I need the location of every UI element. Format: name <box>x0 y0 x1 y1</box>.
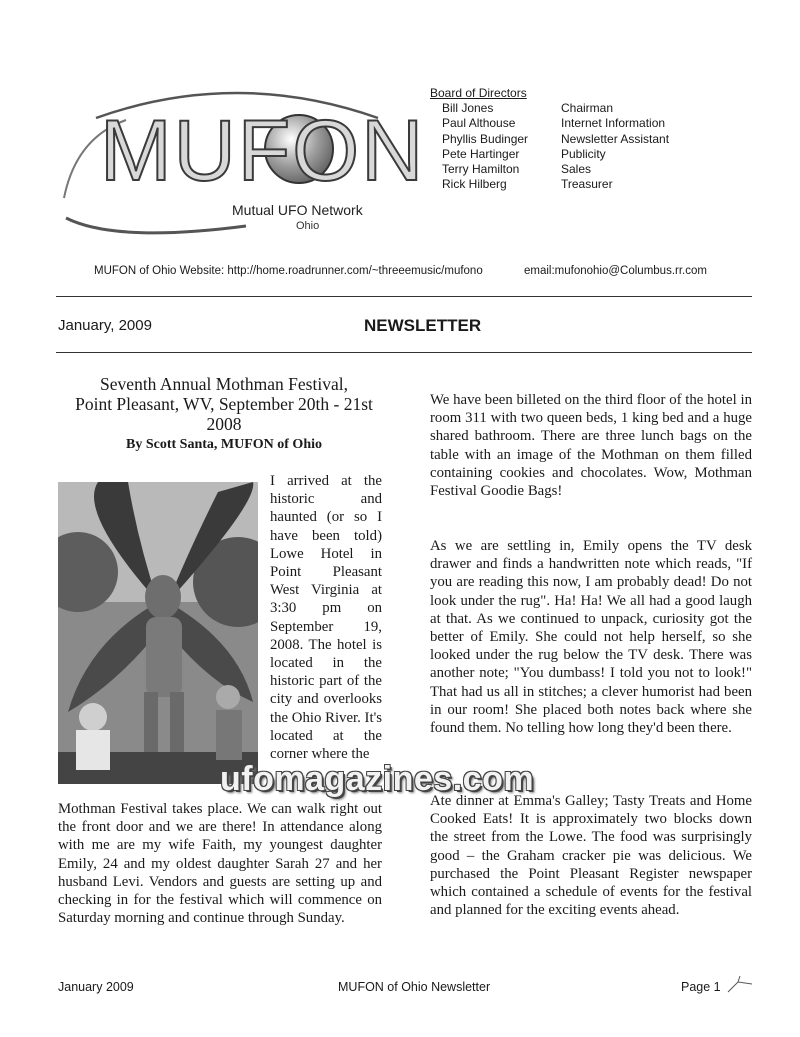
header-divider <box>56 296 752 297</box>
member-role: Treasurer <box>561 177 613 192</box>
footer-page-number: Page 1 <box>681 980 721 994</box>
board-row <box>430 147 669 162</box>
member-role: Sales <box>561 162 592 177</box>
board-row <box>430 101 669 116</box>
paragraph-3: As we are settling in, Emily opens the TV desk drawer and finds a handwritten note which reads, "If you are reading this now, I am probably dead! Do not look under the rug". Ha! Ha! We all had a good laugh at that. As we continued to unpack, curiosity got the better of Emily. She could not help herself, so she looked under the rug below the TV desk. There was another note; "You dumbass! I told you not to look!" That had us all in stitches; a clever humorist had been in our room! She placed both notes back where she found them. No telling how long they'd been there. <box>430 538 752 737</box>
board-row <box>430 116 669 131</box>
paragraph-1-continued: Mothman Festival takes place. We can walk right out the front door and we are there! In attendance along with me are my wife Faith, my youngest daughter Emily, 24 and my oldest daughter Sarah 27 and her husband Levi. Vendors and guests are setting up and checking in for the festival which will commence on Saturday morning and continue through Sunday. <box>58 801 382 927</box>
title-divider <box>56 352 752 353</box>
article-title-line: 2008 <box>206 414 242 434</box>
footer-newsletter-name: MUFON of Ohio Newsletter <box>338 980 491 994</box>
member-name: Paul Althouse <box>442 116 516 131</box>
article-title-line: Point Pleasant, WV, September 20th - 21st <box>75 394 373 414</box>
member-role: Internet Information <box>561 116 666 131</box>
paragraph-1-wrap: I arrived at the historic and haunted (or so I have been told) Lowe Hotel in Point Pleasant West Virginia at 3:30 pm on September 19, 2008. The hotel is located in the historic part of the city and overlooks the Ohio River. It's located at the corner where the <box>270 473 382 763</box>
mothman-statue-photo <box>58 482 258 784</box>
logo-tagline: Mutual UFO Network <box>232 202 363 218</box>
footer-date: January 2009 <box>58 980 134 994</box>
board-row <box>430 132 669 147</box>
paragraph-2: We have been billeted on the third floor of the hotel in room 311 with two queen beds, 1 king bed and a huge shared bathroom. There are three lunch bags on the table with an image of the Mothman on them filled containing cookies and chocolates. Wow, Mothman Festival Goodie Bags! <box>430 392 752 500</box>
page-corner-icon <box>726 974 754 996</box>
member-name: Terry Hamilton <box>442 162 520 177</box>
board-row <box>430 177 669 192</box>
email-line: email:mufonohio@Columbus.rr.com <box>524 265 707 277</box>
board-heading: Board of Directors <box>430 86 527 100</box>
member-role: Publicity <box>561 146 606 161</box>
article-title <box>58 374 390 434</box>
board-row <box>430 162 669 177</box>
member-name: Phyllis Budinger <box>442 131 529 146</box>
mothman-statue-icon <box>58 482 258 784</box>
board-of-directors <box>430 86 669 192</box>
member-role: Newsletter Assistant <box>561 131 670 146</box>
newsletter-title: NEWSLETTER <box>364 316 482 335</box>
article-byline: By Scott Santa, MUFON of Ohio <box>126 437 322 452</box>
issue-date: January, 2009 <box>58 317 152 334</box>
member-name: Bill Jones <box>442 101 494 116</box>
member-role: Chairman <box>561 101 614 116</box>
logo-subtitle: Ohio <box>296 220 320 232</box>
member-name: Pete Hartinger <box>442 146 520 161</box>
mufon-logo <box>56 78 426 238</box>
logo-wordmark: MUFON <box>100 103 426 199</box>
member-name: Rick Hilberg <box>442 177 507 192</box>
website-line: MUFON of Ohio Website: http://home.roadrunner.com/~threeemusic/mufono <box>94 265 483 277</box>
watermark: ufomagazines.com <box>220 760 535 798</box>
paragraph-4: Ate dinner at Emma's Galley; Tasty Treats and Home Cooked Eats! It is approximately two blocks down the street from the Lowe. The food was surprisingly good – the Graham cracker pie was delicious. We purchased the Point Pleasant Register newspaper which contained a schedule of events for the festival and planned for the exciting events ahead. <box>430 793 752 919</box>
article-title-line: Seventh Annual Mothman Festival, <box>100 374 348 394</box>
